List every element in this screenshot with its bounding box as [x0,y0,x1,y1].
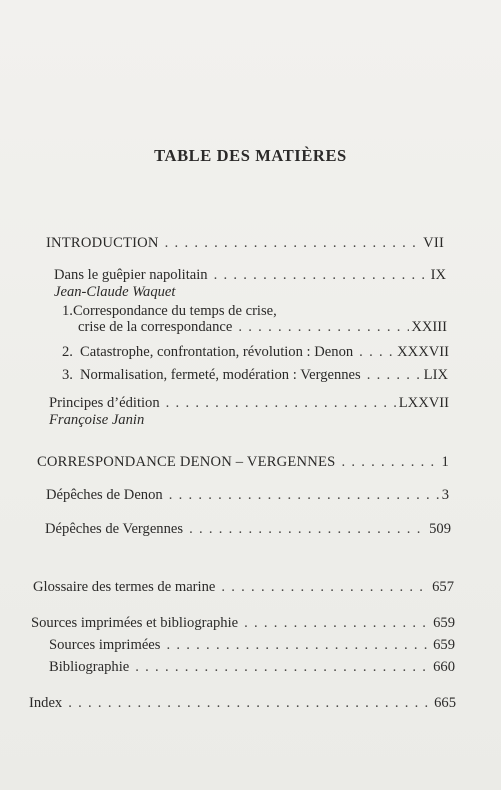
toc-page-number: LXXVII [398,395,449,411]
dot-leader [221,578,430,596]
toc-entry-guepier [54,266,446,284]
toc-label: Sources imprimées et bibliographie [31,615,239,631]
toc-entry-principes [49,394,449,412]
toc-entry-depeches-vergennes [45,520,451,538]
toc-label: CORRESPONDANCE DENON – VERGENNES [37,454,336,470]
toc-label: Index [29,695,63,711]
toc-sub-entry-3 [62,366,448,384]
toc-page-number: LIX [423,367,448,383]
toc-page-number: 3 [441,487,449,503]
toc-page-number: 1 [441,454,449,470]
toc-page-number: 659 [433,615,455,631]
toc-label: crise de la correspondance [78,319,233,335]
dot-leader [367,366,422,384]
toc-label: Glossaire des termes de marine [33,579,216,595]
toc-label: Catastrophe, confrontation, révolution : Denon [80,344,354,360]
toc-label: Bibliographie [49,659,130,675]
dot-leader [135,658,431,676]
toc-entry-sources-biblio [31,614,455,632]
dot-leader [189,520,427,538]
toc-page-number: 660 [433,659,455,675]
toc-author: Françoise Janin [49,412,145,428]
dot-leader [169,486,440,504]
dot-leader [341,453,439,471]
toc-entry-glossaire [33,578,454,596]
page-title: TABLE DES MATIÈRES [154,146,347,165]
toc-label: Dans le guêpier napolitain [54,267,208,283]
toc-page-number: 659 [433,637,455,653]
toc-page-number: 665 [434,695,456,711]
toc-page-number: 657 [432,579,454,595]
dot-leader [68,694,432,712]
toc-sub-number: 1. [62,303,73,319]
dot-leader [238,318,409,336]
toc-sub-number: 2. [62,344,73,360]
dot-leader [214,266,429,284]
dot-leader [244,614,431,632]
toc-sub-number: 3. [62,367,73,383]
toc-author: Jean-Claude Waquet [54,284,176,300]
toc-entry-bibliographie [49,658,455,676]
toc-page-number: XXIII [411,319,447,335]
toc-entry-introduction [46,234,444,252]
toc-sub-entry-1 [78,318,447,336]
toc-label: Correspondance du temps de crise, [72,303,277,319]
toc-sub-entry-2 [62,343,449,361]
toc-page-number: IX [430,267,446,283]
toc-entry-sources [49,636,455,654]
dot-leader [166,394,397,412]
toc-page-number: VII [423,235,444,251]
toc-label: Sources imprimées [49,637,161,653]
toc-entry-depeches-denon [46,486,449,504]
toc-page-number: XXXVII [397,344,449,360]
toc-label: INTRODUCTION [46,235,159,251]
toc-label: Dépêches de Denon [46,487,163,503]
toc-entry-correspondance [37,453,449,471]
toc-label: Dépêches de Vergennes [45,521,184,537]
dot-leader [165,234,421,252]
toc-entry-index [29,694,456,712]
toc-label: Normalisation, fermeté, modération : Vergennes [80,367,361,383]
toc-page-number: 509 [429,521,451,537]
toc-label: Principes d’édition [49,395,160,411]
dot-leader [359,343,395,361]
dot-leader [166,636,431,654]
